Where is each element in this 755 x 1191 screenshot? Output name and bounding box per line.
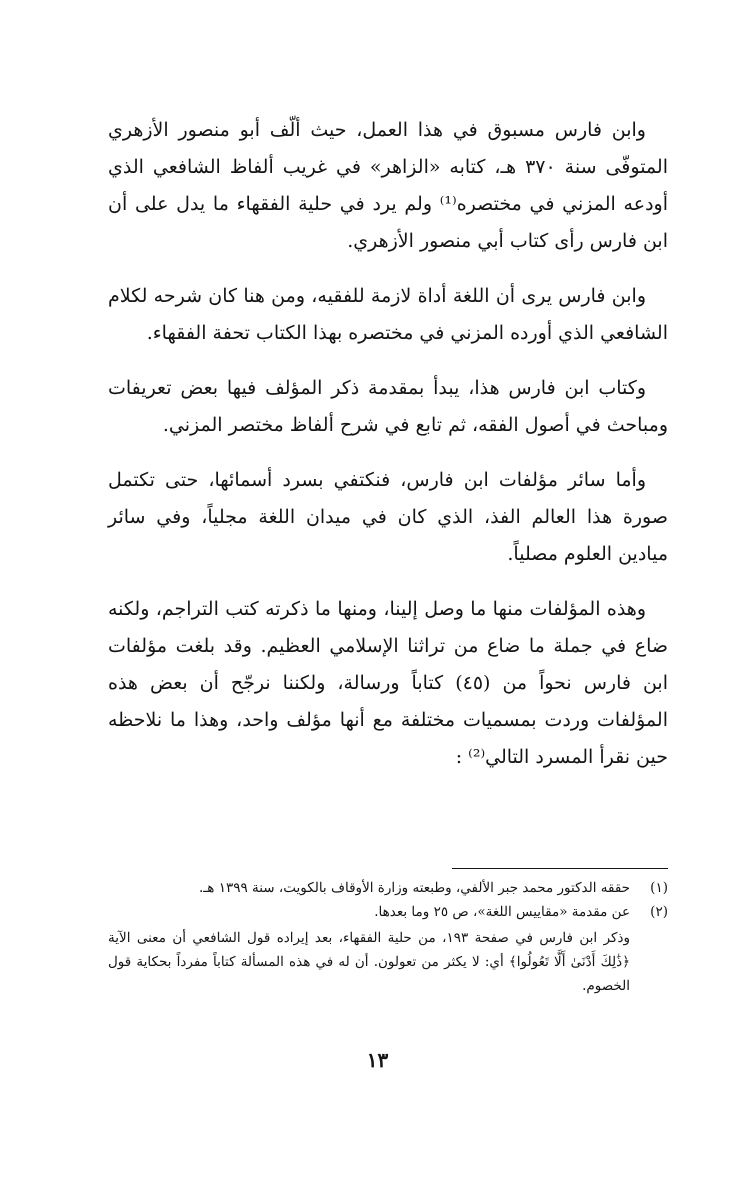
paragraph-2: وابن فارس يرى أن اللغة أداة لازمة للفقيه، ومن هنا كان شرحه لكلام الشافعي الذي أورده المزني في مختصره بهذا الكتاب تحفة الفقهاء. (108, 285, 668, 344)
footnote-number: (٢) (650, 904, 668, 920)
footnote-continuation: وذكر ابن فارس في صفحة ١٩٣، من حلية الفقهاء، بعد إيراده قول الشافعي أن معنى الآية ﴿ذَٰلِكَ أَدْنَىٰ أَلَّا تَعُولُوا﴾ أي: لا يكثر من تعولون. أن له في هذه المسألة كتاباً مفرداً بحكاية قول الخصوم. (108, 930, 630, 994)
footnotes (108, 876, 668, 998)
footnote-text: عن مقدمة «مقاييس اللغة»، ص ٢٥ وما بعدها. (374, 904, 630, 920)
paragraph-4: وأما سائر مؤلفات ابن فارس، فنكتفي بسرد أسمائها، حتى تكتمل صورة هذا العالم الفذ، الذي كان في ميدان اللغة مجلياً، وفي سائر ميادين العلوم مصلياً. (108, 469, 668, 565)
paragraph-5: وهذه المؤلفات منها ما وصل إلينا، ومنها ما ذكرته كتب التراجم، ولكنه ضاع في جملة ما ضاع من تراثنا الإسلامي العظيم. وقد بلغت مؤلفات ابن فارس نحواً من (٤٥) كتاباً ورسالة، ولكننا نرجّح أن بعض هذه المؤلفات وردت بمسميات مختلفة مع أنها مؤلف واحد، وهذا ما نلاحظه حين نقرأ المسرد التالي⁽²⁾ : (108, 598, 668, 768)
page-number: ١٣ (366, 1048, 389, 1072)
main-text (108, 112, 668, 794)
footnote-number: (١) (650, 880, 668, 896)
paragraph-3: وكتاب ابن فارس هذا، يبدأ بمقدمة ذكر المؤلف فيها بعض تعريفات ومباحث في أصول الفقه، ثم تابع في شرح ألفاظ مختصر المزني. (108, 377, 668, 436)
paragraph-1: وابن فارس مسبوق في هذا العمل، حيث ألّف أبو منصور الأزهري المتوفّى سنة ٣٧٠ هـ، كتابه «الزاهر» في غريب ألفاظ الشافعي الذي أودعه المزني في مختصره⁽¹⁾ ولم يرد في حلية الفقهاء ما يدل على أن ابن فارس رأى كتاب أبي منصور الأزهري. (108, 119, 668, 252)
footnote-1 (108, 876, 668, 900)
footnote-separator (452, 868, 668, 869)
footnote-2 (108, 900, 668, 924)
footnote-text: حققه الدكتور محمد جبر الألفي، وطبعته وزارة الأوقاف بالكويت، سنة ١٣٩٩ هـ. (199, 880, 630, 896)
